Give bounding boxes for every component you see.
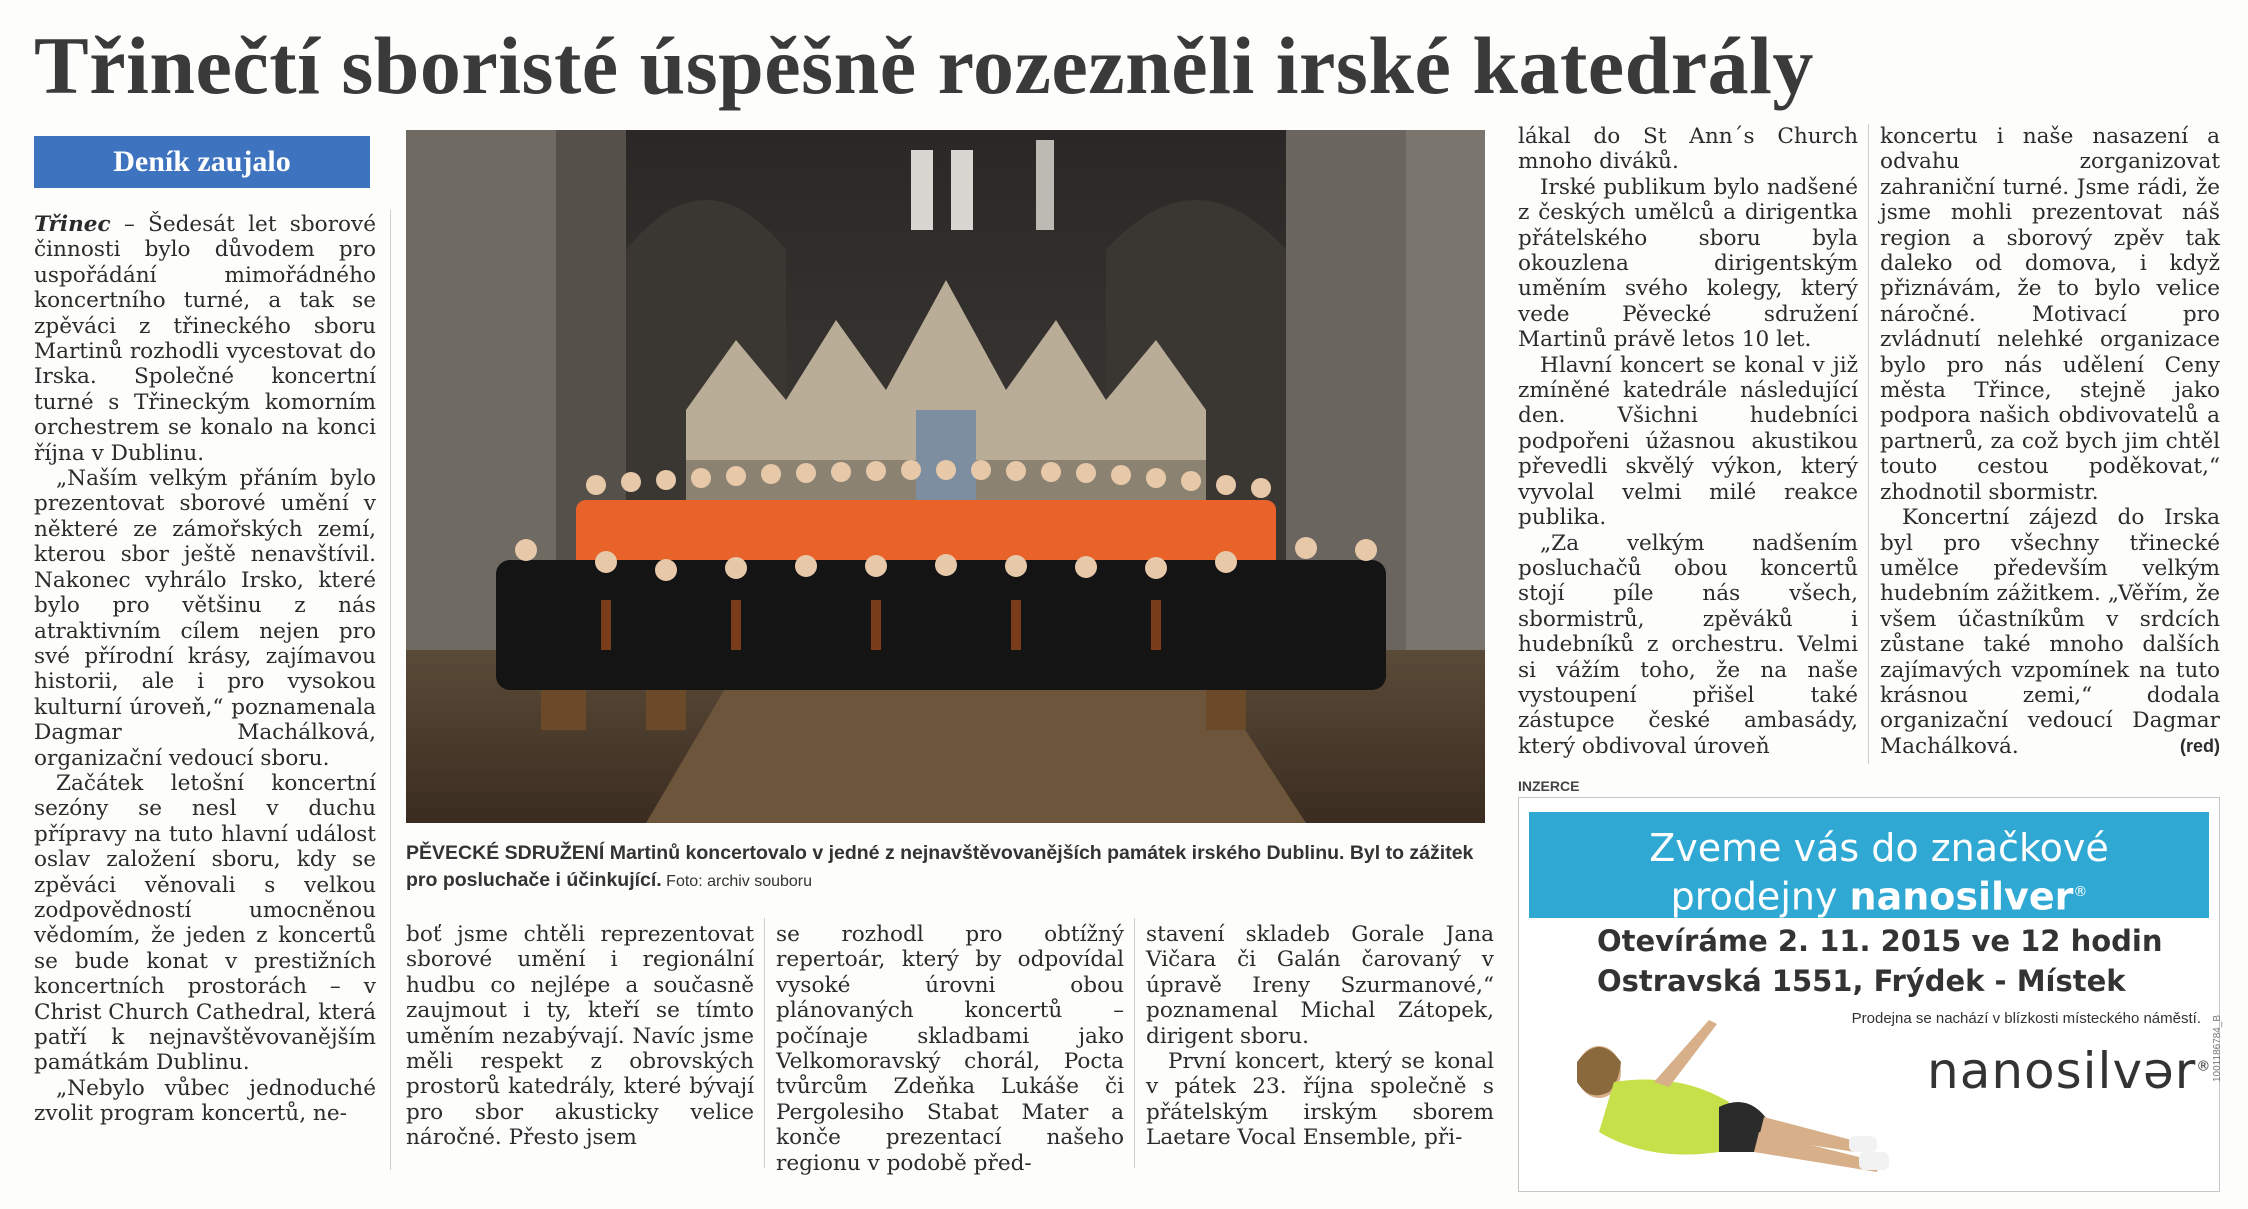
- article-paragraph: „Za velkým nadšením posluchačů obou koncertů stojí píle nás všech, sbormistrů, zpěváků i hudebníků z orchestru. Velmi si vážím toho, že na naše vystoupení přišel také zástupce české ambasády, který obdivoval úroveň: [1518, 530, 1858, 759]
- article-column-5: [1518, 124, 1858, 759]
- column-divider: [390, 210, 391, 1170]
- ad-banner: [1529, 812, 2209, 918]
- column-divider: [764, 918, 765, 1168]
- caption-lead: PĚVECKÉ SDRUŽENÍ: [406, 842, 605, 864]
- advertisement[interactable]: [1518, 797, 2220, 1192]
- article-column-6: [1880, 124, 2220, 759]
- article-column-1: [34, 212, 376, 1127]
- article-paragraph: se rozhodl pro obtížný repertoár, který by odpovídal vysoké úrovni obou plánovaných koncertů – počínaje skladbami jako Velkomoravský chorál, Pocta tvůrcům Zdeňka Lukáše či Pergolesiho Stabat Mater a konče prezentací našeho regionu v podobě před-: [776, 922, 1124, 1176]
- article-column-2: [406, 922, 754, 1151]
- article-paragraph: První koncert, který se konal v pátek 23. října společně s přátelským irským sborem Laetare Vocal Ensemble, při-: [1146, 1049, 1494, 1151]
- article-paragraph: „Naším velkým přáním bylo prezentovat sborové umění v některé ze zámořských zemí, kterou sbor ještě nenavštívil. Nakonec vyhrálo Irsko, které bylo pro většinu z nás atraktivním cílem nejen pro své přírodní krásy, zajímavou historii, ale i pro vysokou kulturní úroveň,“ poznamenala Dagmar Machálková, organizační vedoucí sboru.: [34, 466, 376, 771]
- article-paragraph: boť jsme chtěli reprezentovat sborové umění i regionální hudbu co nejlépe a současně zaujmout i ty, kteří se tímto uměním nezabývají. Navíc jsme měli respekt z obrovských prostorů katedrály, které bývají pro sbor akusticky velice náročné. Přesto jsem: [406, 922, 754, 1151]
- article-paragraph: stavení skladeb Gorale Jana Vičara či Galán čarovaný v úpravě Ireny Szurmanové,“ poznamenal Michal Zátopek, dirigent sboru.: [1146, 922, 1494, 1049]
- column-divider: [1868, 124, 1869, 764]
- article-column-3: [776, 922, 1124, 1176]
- photo-caption: [406, 840, 1496, 895]
- article-paragraph: Hlavní koncert se konal v již zmíněné katedrále následující den. Všichni hudebníci podpořeni úžasnou akustikou převedli skvělý výkon, který vyvolal velmi milé reakce publika.: [1518, 352, 1858, 531]
- ad-model-illustration: [1559, 1012, 1899, 1182]
- ad-label: INZERCE: [1518, 778, 1580, 794]
- headline: Třinečtí sboristé úspěšně rozezněli irské katedrály: [34, 20, 1814, 111]
- ad-code: 1001186784_B: [2212, 1014, 2223, 1082]
- section-rubric: Deník zaujalo: [34, 136, 370, 188]
- column-divider: [1134, 918, 1135, 1168]
- author-signature: (red): [2180, 735, 2220, 756]
- ad-location-note: Prodejna se nachází v blízkosti místeckého náměstí.: [1851, 1010, 2201, 1027]
- article-paragraph: Začátek letošní koncertní sezóny se nesl v duchu přípravy na tuto hlavní událost oslav založení sboru, kdy se zpěváci věnovali s velkou zodpovědností umocněnou vědomím, že jeden z koncertů se bude konat v prestižních koncertních prostorách – v Christ Church Cathedral, která patří k nejnavštěvovanějším památkám Dublinu.: [34, 770, 376, 1076]
- article-lead-paragraph: Třinec – Šedesát let sborové činnosti bylo důvodem pro uspořádání mimořádného koncertního turné, a tak se zpěváci z třineckého sboru Martinů rozhodli vycestovat do Irska. Společné koncertní turné s Třineckým komorním orchestrem se konalo na konci října v Dublinu.: [34, 212, 376, 466]
- choir-photo: [406, 130, 1485, 823]
- article-paragraph: lákal do St Ann´s Church mnoho diváků.: [1518, 124, 1858, 175]
- ad-address: Ostravská 1551, Frýdek - Místek: [1597, 964, 2126, 998]
- ad-opening-date: Otevíráme 2. 11. 2015 ve 12 hodin: [1597, 924, 2163, 958]
- article-paragraph: „Nebylo vůbec jednoduché zvolit program koncertů, ne-: [34, 1075, 376, 1127]
- article-column-4: [1146, 922, 1494, 1151]
- photo-credit: Foto: archiv souboru: [661, 873, 813, 890]
- ad-brand-logo: nanosilvər®: [1927, 1042, 2212, 1100]
- caption-text: Martinů koncertovalo v jedné z nejnavštěvovanějších památek irského Dublinu. Byl to zážitek pro posluchače i účinkující.: [406, 842, 1474, 891]
- article-paragraph: Koncertní zájezd do Irska byl pro všechny třinecké umělce především velkým hudebním zážitkem. „Věřím, že všem účastníkům v srdcích zůstane také mnoho dalších zajímavých vzpomínek na tuto krásnou zemi,“ dodala organizační vedoucí Dagmar Machálková. (red): [1880, 505, 2220, 759]
- ad-invite-line: Zveme vás do značkové: [1649, 826, 2109, 870]
- dateline-place: Třinec: [34, 212, 111, 237]
- ad-store-line: prodejny nanosilver®: [1670, 874, 2088, 919]
- article-paragraph: Irské publikum bylo nadšené z českých umělců a dirigentka přátelského sboru byla okouzlena dirigentským uměním svého kolegy, který vede Pěvecké sdružení Martinů právě letos 10 let.: [1518, 174, 1858, 353]
- article-paragraph: koncertu i naše nasazení a odvahu zorganizovat zahraniční turné. Jsme rádi, že jsme mohli prezentovat náš region a sborový zpěv tak daleko od domova, i když přiznávám, že to bylo velice náročné. Motivací pro zvládnutí nelehké organizace bylo pro nás udělení Ceny města Třince, stejně jako podpora našich obdivovatelů a partnerů, za což bych jim chtěl touto cestou poděkovat,“ zhodnotil sbormistr.: [1880, 124, 2220, 505]
